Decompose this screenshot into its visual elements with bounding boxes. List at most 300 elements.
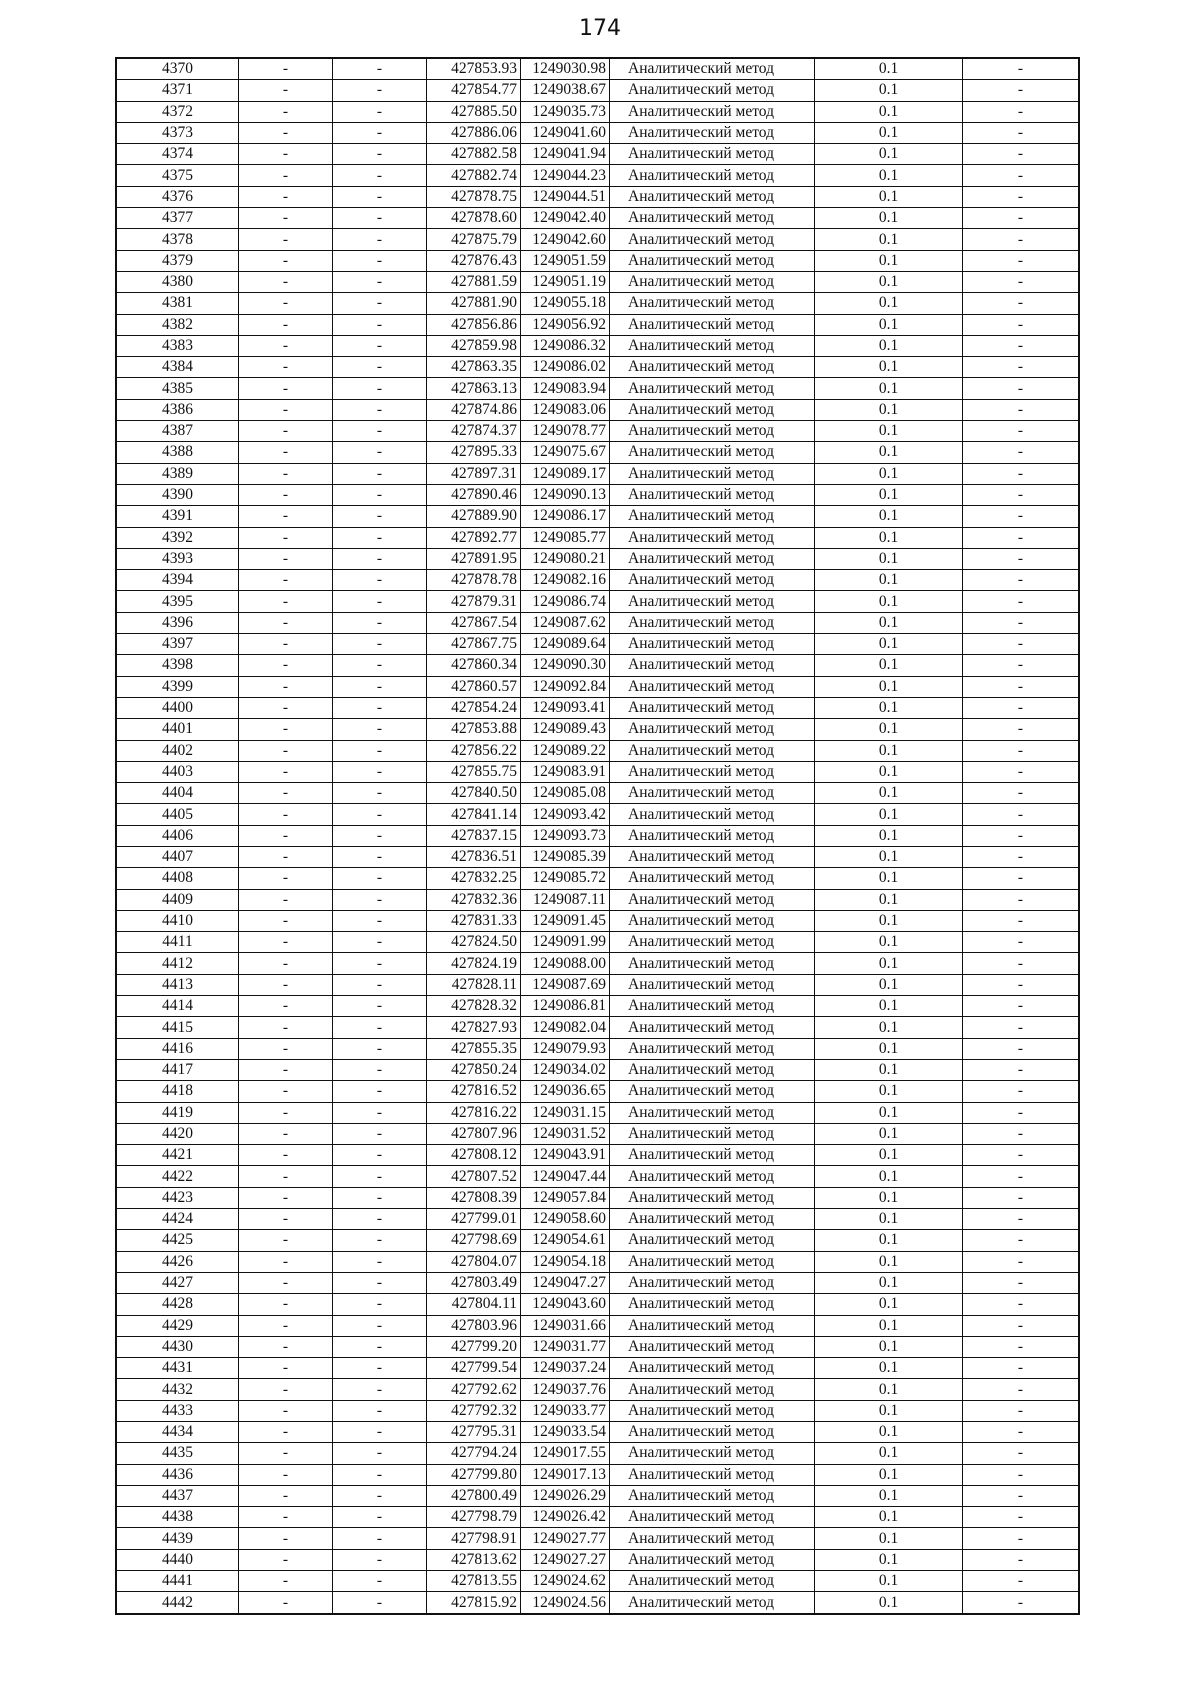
method-cell: Аналитический метод: [610, 271, 815, 292]
point-number-cell: 4381: [117, 293, 239, 314]
y-coordinate-cell: 1249038.67: [521, 80, 610, 101]
x-coordinate-cell: 427855.75: [427, 761, 521, 782]
method-cell: Аналитический метод: [610, 548, 815, 569]
accuracy-cell: 0.1: [815, 1358, 963, 1379]
dash-cell: -: [239, 697, 333, 718]
point-number-cell: 4402: [117, 740, 239, 761]
dash-cell: -: [239, 1592, 333, 1613]
dash-cell: -: [239, 570, 333, 591]
y-coordinate-cell: 1249051.19: [521, 271, 610, 292]
dash-cell: -: [239, 208, 333, 229]
x-coordinate-cell: 427860.57: [427, 676, 521, 697]
method-cell: Аналитический метод: [610, 335, 815, 356]
dash-cell: -: [333, 1059, 427, 1080]
table-row: [117, 165, 1079, 186]
y-coordinate-cell: 1249044.51: [521, 186, 610, 207]
y-coordinate-cell: 1249033.77: [521, 1400, 610, 1421]
table-row: [117, 1592, 1079, 1613]
accuracy-cell: 0.1: [815, 783, 963, 804]
x-coordinate-cell: 427792.32: [427, 1400, 521, 1421]
dash-cell: -: [239, 910, 333, 931]
dash-cell: -: [963, 1081, 1079, 1102]
accuracy-cell: 0.1: [815, 868, 963, 889]
table-row: [117, 740, 1079, 761]
x-coordinate-cell: 427832.25: [427, 868, 521, 889]
accuracy-cell: 0.1: [815, 1485, 963, 1506]
point-number-cell: 4394: [117, 570, 239, 591]
table-row: [117, 101, 1079, 122]
x-coordinate-cell: 427808.12: [427, 1145, 521, 1166]
x-coordinate-cell: 427803.49: [427, 1272, 521, 1293]
accuracy-cell: 0.1: [815, 1379, 963, 1400]
method-cell: Аналитический метод: [610, 165, 815, 186]
y-coordinate-cell: 1249035.73: [521, 101, 610, 122]
point-number-cell: 4416: [117, 1038, 239, 1059]
table-row: [117, 1166, 1079, 1187]
method-cell: Аналитический метод: [610, 229, 815, 250]
table-row: [117, 1443, 1079, 1464]
x-coordinate-cell: 427885.50: [427, 101, 521, 122]
method-cell: Аналитический метод: [610, 804, 815, 825]
y-coordinate-cell: 1249085.77: [521, 527, 610, 548]
dash-cell: -: [239, 357, 333, 378]
y-coordinate-cell: 1249089.43: [521, 719, 610, 740]
point-number-cell: 4425: [117, 1230, 239, 1251]
dash-cell: -: [333, 442, 427, 463]
point-number-cell: 4431: [117, 1358, 239, 1379]
dash-cell: -: [239, 378, 333, 399]
table-row: [117, 634, 1079, 655]
table-row: [117, 186, 1079, 207]
table-row: [117, 932, 1079, 953]
dash-cell: -: [963, 655, 1079, 676]
dash-cell: -: [963, 612, 1079, 633]
dash-cell: -: [963, 484, 1079, 505]
dash-cell: -: [963, 378, 1079, 399]
table-row: [117, 1464, 1079, 1485]
accuracy-cell: 0.1: [815, 1187, 963, 1208]
dash-cell: -: [239, 186, 333, 207]
y-coordinate-cell: 1249024.62: [521, 1571, 610, 1592]
x-coordinate-cell: 427882.74: [427, 165, 521, 186]
dash-cell: -: [963, 527, 1079, 548]
y-coordinate-cell: 1249087.69: [521, 974, 610, 995]
dash-cell: -: [333, 463, 427, 484]
table-row: [117, 974, 1079, 995]
table-row: [117, 484, 1079, 505]
accuracy-cell: 0.1: [815, 335, 963, 356]
x-coordinate-cell: 427875.79: [427, 229, 521, 250]
point-number-cell: 4371: [117, 80, 239, 101]
dash-cell: -: [239, 1272, 333, 1293]
y-coordinate-cell: 1249041.60: [521, 122, 610, 143]
dash-cell: -: [963, 548, 1079, 569]
dash-cell: -: [239, 1251, 333, 1272]
accuracy-cell: 0.1: [815, 655, 963, 676]
table-row: [117, 953, 1079, 974]
point-number-cell: 4424: [117, 1209, 239, 1230]
method-cell: Аналитический метод: [610, 1464, 815, 1485]
method-cell: Аналитический метод: [610, 974, 815, 995]
table-row: [117, 314, 1079, 335]
dash-cell: -: [963, 1315, 1079, 1336]
dash-cell: -: [333, 612, 427, 633]
dash-cell: -: [333, 655, 427, 676]
accuracy-cell: 0.1: [815, 804, 963, 825]
table-row: [117, 655, 1079, 676]
x-coordinate-cell: 427807.52: [427, 1166, 521, 1187]
table-row: [117, 910, 1079, 931]
x-coordinate-cell: 427855.35: [427, 1038, 521, 1059]
dash-cell: -: [963, 1379, 1079, 1400]
point-number-cell: 4441: [117, 1571, 239, 1592]
y-coordinate-cell: 1249031.15: [521, 1102, 610, 1123]
x-coordinate-cell: 427824.50: [427, 932, 521, 953]
point-number-cell: 4419: [117, 1102, 239, 1123]
table-row: [117, 1209, 1079, 1230]
method-cell: Аналитический метод: [610, 996, 815, 1017]
accuracy-cell: 0.1: [815, 399, 963, 420]
method-cell: Аналитический метод: [610, 1528, 815, 1549]
x-coordinate-cell: 427881.59: [427, 271, 521, 292]
table-row: [117, 1145, 1079, 1166]
dash-cell: -: [333, 974, 427, 995]
table-row: [117, 697, 1079, 718]
y-coordinate-cell: 1249051.59: [521, 250, 610, 271]
dash-cell: -: [333, 1230, 427, 1251]
x-coordinate-cell: 427867.54: [427, 612, 521, 633]
accuracy-cell: 0.1: [815, 527, 963, 548]
y-coordinate-cell: 1249055.18: [521, 293, 610, 314]
method-cell: Аналитический метод: [610, 1571, 815, 1592]
x-coordinate-cell: 427799.20: [427, 1336, 521, 1357]
dash-cell: -: [963, 868, 1079, 889]
dash-cell: -: [333, 1571, 427, 1592]
x-coordinate-cell: 427867.75: [427, 634, 521, 655]
x-coordinate-cell: 427832.36: [427, 889, 521, 910]
dash-cell: -: [239, 1166, 333, 1187]
dash-cell: -: [333, 1187, 427, 1208]
accuracy-cell: 0.1: [815, 208, 963, 229]
accuracy-cell: 0.1: [815, 761, 963, 782]
point-number-cell: 4376: [117, 186, 239, 207]
table-row: [117, 761, 1079, 782]
x-coordinate-cell: 427799.54: [427, 1358, 521, 1379]
dash-cell: -: [963, 229, 1079, 250]
method-cell: Аналитический метод: [610, 101, 815, 122]
accuracy-cell: 0.1: [815, 825, 963, 846]
dash-cell: -: [963, 1443, 1079, 1464]
y-coordinate-cell: 1249091.99: [521, 932, 610, 953]
y-coordinate-cell: 1249090.30: [521, 655, 610, 676]
dash-cell: -: [333, 1038, 427, 1059]
y-coordinate-cell: 1249093.73: [521, 825, 610, 846]
accuracy-cell: 0.1: [815, 271, 963, 292]
table-row: [117, 1528, 1079, 1549]
table-row: [117, 208, 1079, 229]
dash-cell: -: [963, 910, 1079, 931]
dash-cell: -: [333, 378, 427, 399]
dash-cell: -: [963, 1485, 1079, 1506]
dash-cell: -: [333, 1315, 427, 1336]
accuracy-cell: 0.1: [815, 1571, 963, 1592]
dash-cell: -: [963, 314, 1079, 335]
y-coordinate-cell: 1249085.72: [521, 868, 610, 889]
dash-cell: -: [333, 59, 427, 80]
accuracy-cell: 0.1: [815, 697, 963, 718]
y-coordinate-cell: 1249037.24: [521, 1358, 610, 1379]
point-number-cell: 4389: [117, 463, 239, 484]
x-coordinate-cell: 427886.06: [427, 122, 521, 143]
method-cell: Аналитический метод: [610, 932, 815, 953]
dash-cell: -: [333, 1379, 427, 1400]
point-number-cell: 4401: [117, 719, 239, 740]
accuracy-cell: 0.1: [815, 1059, 963, 1080]
accuracy-cell: 0.1: [815, 1272, 963, 1293]
method-cell: Аналитический метод: [610, 676, 815, 697]
method-cell: Аналитический метод: [610, 1549, 815, 1570]
dash-cell: -: [239, 80, 333, 101]
dash-cell: -: [239, 868, 333, 889]
x-coordinate-cell: 427895.33: [427, 442, 521, 463]
method-cell: Аналитический метод: [610, 463, 815, 484]
dash-cell: -: [239, 527, 333, 548]
y-coordinate-cell: 1249033.54: [521, 1422, 610, 1443]
dash-cell: -: [333, 846, 427, 867]
method-cell: Аналитический метод: [610, 889, 815, 910]
y-coordinate-cell: 1249031.77: [521, 1336, 610, 1357]
method-cell: Аналитический метод: [610, 825, 815, 846]
x-coordinate-cell: 427837.15: [427, 825, 521, 846]
dash-cell: -: [239, 1400, 333, 1421]
dash-cell: -: [239, 953, 333, 974]
method-cell: Аналитический метод: [610, 634, 815, 655]
dash-cell: -: [239, 846, 333, 867]
dash-cell: -: [239, 250, 333, 271]
dash-cell: -: [333, 293, 427, 314]
y-coordinate-cell: 1249083.91: [521, 761, 610, 782]
dash-cell: -: [963, 761, 1079, 782]
method-cell: Аналитический метод: [610, 1102, 815, 1123]
method-cell: Аналитический метод: [610, 655, 815, 676]
table-row: [117, 442, 1079, 463]
x-coordinate-cell: 427891.95: [427, 548, 521, 569]
x-coordinate-cell: 427799.80: [427, 1464, 521, 1485]
point-number-cell: 4391: [117, 506, 239, 527]
y-coordinate-cell: 1249087.62: [521, 612, 610, 633]
accuracy-cell: 0.1: [815, 612, 963, 633]
accuracy-cell: 0.1: [815, 1017, 963, 1038]
point-number-cell: 4372: [117, 101, 239, 122]
table-row: [117, 1549, 1079, 1570]
table-row: [117, 868, 1079, 889]
x-coordinate-cell: 427799.01: [427, 1209, 521, 1230]
point-number-cell: 4385: [117, 378, 239, 399]
accuracy-cell: 0.1: [815, 932, 963, 953]
point-number-cell: 4392: [117, 527, 239, 548]
method-cell: Аналитический метод: [610, 421, 815, 442]
y-coordinate-cell: 1249036.65: [521, 1081, 610, 1102]
accuracy-cell: 0.1: [815, 101, 963, 122]
method-cell: Аналитический метод: [610, 1251, 815, 1272]
table-body: [117, 59, 1079, 1614]
x-coordinate-cell: 427800.49: [427, 1485, 521, 1506]
dash-cell: -: [239, 1571, 333, 1592]
dash-cell: -: [239, 1549, 333, 1570]
dash-cell: -: [239, 293, 333, 314]
dash-cell: -: [963, 442, 1079, 463]
accuracy-cell: 0.1: [815, 378, 963, 399]
table-row: [117, 59, 1079, 80]
dash-cell: -: [239, 335, 333, 356]
accuracy-cell: 0.1: [815, 676, 963, 697]
method-cell: Аналитический метод: [610, 1123, 815, 1144]
y-coordinate-cell: 1249075.67: [521, 442, 610, 463]
dash-cell: -: [333, 1358, 427, 1379]
y-coordinate-cell: 1249093.42: [521, 804, 610, 825]
table-row: [117, 804, 1079, 825]
dash-cell: -: [963, 1571, 1079, 1592]
table-row: [117, 144, 1079, 165]
point-number-cell: 4388: [117, 442, 239, 463]
accuracy-cell: 0.1: [815, 953, 963, 974]
table-row: [117, 335, 1079, 356]
x-coordinate-cell: 427794.24: [427, 1443, 521, 1464]
y-coordinate-cell: 1249085.08: [521, 783, 610, 804]
y-coordinate-cell: 1249086.74: [521, 591, 610, 612]
dash-cell: -: [239, 804, 333, 825]
accuracy-cell: 0.1: [815, 591, 963, 612]
accuracy-cell: 0.1: [815, 229, 963, 250]
dash-cell: -: [963, 1038, 1079, 1059]
point-number-cell: 4427: [117, 1272, 239, 1293]
dash-cell: -: [963, 1187, 1079, 1208]
dash-cell: -: [963, 122, 1079, 143]
y-coordinate-cell: 1249086.02: [521, 357, 610, 378]
y-coordinate-cell: 1249037.76: [521, 1379, 610, 1400]
point-number-cell: 4410: [117, 910, 239, 931]
dash-cell: -: [239, 740, 333, 761]
dash-cell: -: [333, 996, 427, 1017]
dash-cell: -: [963, 591, 1079, 612]
x-coordinate-cell: 427878.78: [427, 570, 521, 591]
dash-cell: -: [963, 804, 1079, 825]
y-coordinate-cell: 1249043.91: [521, 1145, 610, 1166]
accuracy-cell: 0.1: [815, 442, 963, 463]
method-cell: Аналитический метод: [610, 612, 815, 633]
accuracy-cell: 0.1: [815, 974, 963, 995]
table-row: [117, 1507, 1079, 1528]
dash-cell: -: [239, 655, 333, 676]
x-coordinate-cell: 427878.60: [427, 208, 521, 229]
dash-cell: -: [963, 463, 1079, 484]
dash-cell: -: [239, 1422, 333, 1443]
method-cell: Аналитический метод: [610, 740, 815, 761]
x-coordinate-cell: 427798.91: [427, 1528, 521, 1549]
dash-cell: -: [333, 1251, 427, 1272]
dash-cell: -: [239, 1443, 333, 1464]
dash-cell: -: [963, 59, 1079, 80]
dash-cell: -: [239, 1038, 333, 1059]
table-row: [117, 1336, 1079, 1357]
table-row: [117, 591, 1079, 612]
point-number-cell: 4399: [117, 676, 239, 697]
dash-cell: -: [239, 484, 333, 505]
dash-cell: -: [333, 1081, 427, 1102]
x-coordinate-cell: 427853.88: [427, 719, 521, 740]
x-coordinate-cell: 427874.37: [427, 421, 521, 442]
dash-cell: -: [963, 80, 1079, 101]
x-coordinate-cell: 427863.13: [427, 378, 521, 399]
x-coordinate-cell: 427840.50: [427, 783, 521, 804]
dash-cell: -: [239, 1528, 333, 1549]
coordinates-table: [116, 58, 1079, 1614]
x-coordinate-cell: 427859.98: [427, 335, 521, 356]
table-row: [117, 1081, 1079, 1102]
method-cell: Аналитический метод: [610, 1507, 815, 1528]
point-number-cell: 4413: [117, 974, 239, 995]
dash-cell: -: [963, 293, 1079, 314]
dash-cell: -: [239, 1315, 333, 1336]
dash-cell: -: [963, 421, 1079, 442]
table-row: [117, 612, 1079, 633]
x-coordinate-cell: 427841.14: [427, 804, 521, 825]
method-cell: Аналитический метод: [610, 80, 815, 101]
table-row: [117, 506, 1079, 527]
method-cell: Аналитический метод: [610, 1145, 815, 1166]
method-cell: Аналитический метод: [610, 122, 815, 143]
table-row: [117, 1571, 1079, 1592]
table-row: [117, 1187, 1079, 1208]
table-row: [117, 889, 1079, 910]
dash-cell: -: [239, 1102, 333, 1123]
accuracy-cell: 0.1: [815, 1230, 963, 1251]
dash-cell: -: [333, 357, 427, 378]
method-cell: Аналитический метод: [610, 59, 815, 80]
point-number-cell: 4408: [117, 868, 239, 889]
dash-cell: -: [239, 1123, 333, 1144]
dash-cell: -: [963, 740, 1079, 761]
x-coordinate-cell: 427836.51: [427, 846, 521, 867]
accuracy-cell: 0.1: [815, 1443, 963, 1464]
accuracy-cell: 0.1: [815, 1592, 963, 1613]
y-coordinate-cell: 1249042.60: [521, 229, 610, 250]
y-coordinate-cell: 1249027.27: [521, 1549, 610, 1570]
method-cell: Аналитический метод: [610, 442, 815, 463]
point-number-cell: 4407: [117, 846, 239, 867]
x-coordinate-cell: 427827.93: [427, 1017, 521, 1038]
method-cell: Аналитический метод: [610, 1209, 815, 1230]
accuracy-cell: 0.1: [815, 1251, 963, 1272]
dash-cell: -: [963, 846, 1079, 867]
table-row: [117, 293, 1079, 314]
method-cell: Аналитический метод: [610, 1294, 815, 1315]
x-coordinate-cell: 427813.62: [427, 1549, 521, 1570]
dash-cell: -: [333, 825, 427, 846]
dash-cell: -: [963, 1336, 1079, 1357]
dash-cell: -: [963, 208, 1079, 229]
dash-cell: -: [963, 1209, 1079, 1230]
dash-cell: -: [333, 80, 427, 101]
accuracy-cell: 0.1: [815, 1209, 963, 1230]
y-coordinate-cell: 1249056.92: [521, 314, 610, 335]
point-number-cell: 4398: [117, 655, 239, 676]
x-coordinate-cell: 427878.75: [427, 186, 521, 207]
accuracy-cell: 0.1: [815, 889, 963, 910]
point-number-cell: 4429: [117, 1315, 239, 1336]
dash-cell: -: [239, 399, 333, 420]
table-row: [117, 271, 1079, 292]
